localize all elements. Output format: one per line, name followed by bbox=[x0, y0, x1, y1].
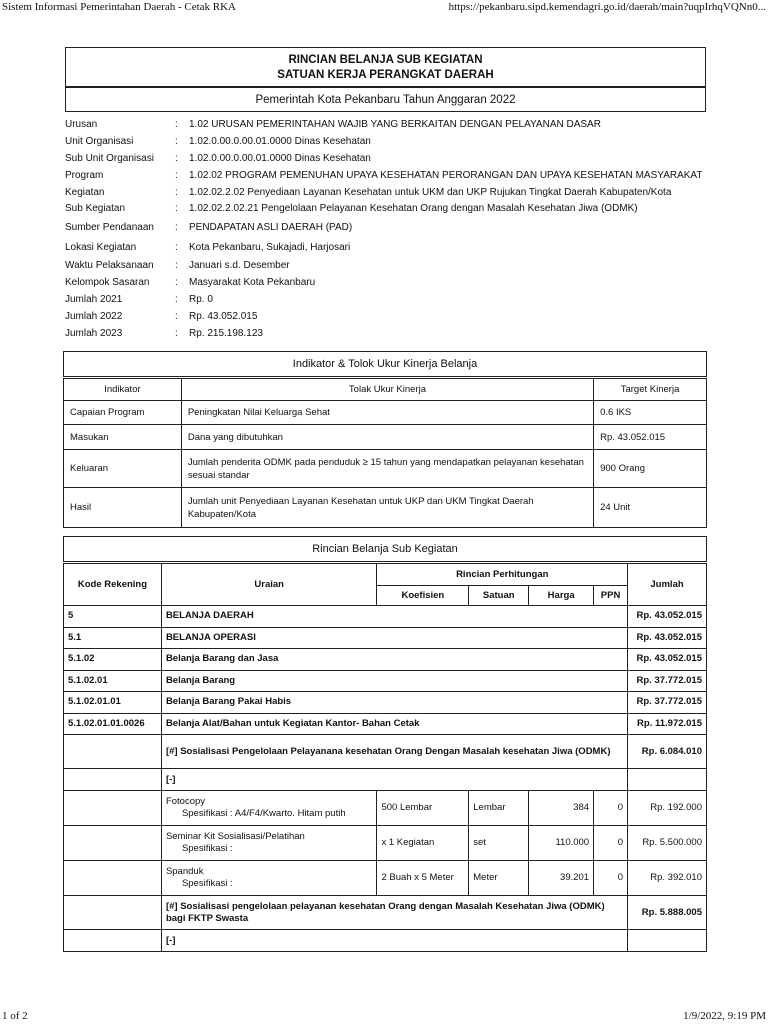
account-row bbox=[64, 713, 707, 735]
info-row bbox=[65, 309, 725, 326]
empty-cell bbox=[628, 769, 707, 791]
jumlah-header: Jumlah bbox=[628, 564, 707, 606]
info-colon: : bbox=[175, 294, 178, 306]
group-sub-row bbox=[64, 769, 707, 791]
info-colon: : bbox=[175, 277, 178, 289]
info-colon: : bbox=[175, 186, 178, 198]
satuan-cell: set bbox=[469, 826, 529, 861]
jumlah-cell: Rp. 392.010 bbox=[628, 861, 707, 896]
empty-cell bbox=[64, 896, 162, 930]
kode-cell: 5.1.02.01.01 bbox=[64, 692, 162, 714]
info-value: Januari s.d. Desember bbox=[189, 260, 290, 272]
info-colon: : bbox=[175, 152, 178, 164]
tolok-cell: Peningkatan Nilai Keluarga Sehat bbox=[181, 401, 593, 425]
account-row bbox=[64, 627, 707, 649]
harga-cell: 39.201 bbox=[529, 861, 594, 896]
group-uraian-cell: [#] Sosialisasi pengelolaan pelayanan kesehatan Orang dengan Masalah Kesehatan Jiwa (ODMK) bagi FKTP Swasta bbox=[161, 896, 627, 930]
empty-cell bbox=[64, 861, 162, 896]
print-timestamp: 1/9/2022, 9:19 PM bbox=[683, 1010, 766, 1022]
info-row bbox=[65, 168, 725, 185]
kode-header: Kode Rekening bbox=[64, 564, 162, 606]
info-colon: : bbox=[175, 222, 178, 234]
account-row bbox=[64, 692, 707, 714]
kode-cell: 5 bbox=[64, 606, 162, 628]
indikator-table bbox=[63, 378, 707, 528]
uraian-cell: Belanja Barang bbox=[161, 670, 627, 692]
item-uraian-cell bbox=[161, 826, 377, 861]
group-sub-cell: [-] bbox=[161, 769, 627, 791]
group-row bbox=[64, 896, 707, 930]
indikator-row bbox=[64, 450, 707, 488]
tolok-cell: Jumlah unit Penyediaan Layanan Kesehatan untuk UKP dan UKM Tingkat Daerah Kabupaten/Kota bbox=[181, 488, 593, 528]
rincian-table bbox=[63, 563, 707, 952]
tolok-cell: Dana yang dibutuhkan bbox=[181, 425, 593, 450]
account-row bbox=[64, 606, 707, 628]
empty-cell bbox=[628, 930, 707, 952]
info-row bbox=[65, 218, 725, 238]
info-label: Jumlah 2021 bbox=[65, 294, 123, 306]
item-name: Seminar Kit Sosialisasi/Pelatihan bbox=[165, 831, 305, 842]
uraian-cell: Belanja Barang dan Jasa bbox=[161, 649, 627, 671]
info-row bbox=[65, 258, 725, 275]
indikator-header: Indikator bbox=[64, 379, 182, 401]
item-uraian-cell bbox=[161, 791, 377, 826]
kode-cell: 5.1 bbox=[64, 627, 162, 649]
uraian-cell: Belanja Barang Pakai Habis bbox=[161, 692, 627, 714]
print-page-title: Sistem Informasi Pemerintahan Daerah - Cetak RKA bbox=[2, 1, 236, 13]
rincian-section-title: Rincian Belanja Sub Kegiatan bbox=[63, 536, 707, 562]
info-label: Sumber Pendanaan bbox=[65, 222, 154, 234]
indikator-row bbox=[64, 425, 707, 450]
info-colon: : bbox=[175, 311, 178, 323]
info-value: Rp. 43.052.015 bbox=[189, 311, 258, 323]
indikator-header-row bbox=[64, 379, 707, 401]
info-colon: : bbox=[175, 119, 178, 130]
koefisien-cell: 500 Lembar bbox=[377, 791, 469, 826]
kode-cell: 5.1.02.01.01.0026 bbox=[64, 713, 162, 735]
info-row bbox=[65, 275, 725, 292]
jumlah-cell: Rp. 5.500.000 bbox=[628, 826, 707, 861]
target-cell: Rp. 43.052.015 bbox=[594, 425, 707, 450]
indikator-cell: Capaian Program bbox=[64, 401, 182, 425]
jumlah-cell: Rp. 37.772.015 bbox=[628, 670, 707, 692]
group-uraian-cell: [#] Sosialisasi Pengelolaan Pelayanana kesehatan Orang Dengan Masalah kesehatan Jiwa (ODMK) bbox=[161, 735, 627, 769]
info-value: Masyarakat Kota Pekanbaru bbox=[189, 277, 316, 289]
info-colon: : bbox=[175, 203, 178, 215]
satuan-cell: Lembar bbox=[469, 791, 529, 826]
info-colon: : bbox=[175, 260, 178, 272]
info-value: 1.02 URUSAN PEMERINTAHAN WAJIB YANG BERKAITAN DENGAN PELAYANAN DASAR bbox=[189, 119, 601, 130]
info-label: Jumlah 2023 bbox=[65, 327, 123, 339]
rincian-header-row bbox=[64, 564, 707, 586]
info-row bbox=[65, 238, 725, 258]
info-value: PENDAPATAN ASLI DAERAH (PAD) bbox=[189, 222, 353, 234]
satuan-cell: Meter bbox=[469, 861, 529, 896]
harga-header: Harga bbox=[529, 586, 594, 606]
info-row bbox=[65, 201, 725, 218]
ppn-header: PPN bbox=[594, 586, 628, 606]
info-value: 1.02.0.00.0.00.01.0000 Dinas Kesehatan bbox=[189, 135, 371, 147]
document-title bbox=[65, 47, 706, 87]
jumlah-cell: Rp. 11.972.015 bbox=[628, 713, 707, 735]
ppn-cell: 0 bbox=[594, 791, 628, 826]
info-row bbox=[65, 326, 725, 343]
item-spec: Spesifikasi : A4/F4/Kwarto. Hitam putih bbox=[181, 808, 346, 819]
jumlah-cell: Rp. 43.052.015 bbox=[628, 649, 707, 671]
satuan-header: Satuan bbox=[469, 586, 529, 606]
info-label: Jumlah 2022 bbox=[65, 311, 123, 323]
jumlah-cell: Rp. 37.772.015 bbox=[628, 692, 707, 714]
info-label: Kelompok Sasaran bbox=[65, 277, 150, 289]
print-url: https://pekanbaru.sipd.kemendagri.go.id/daerah/main?uqpIrhqVQNn0... bbox=[448, 1, 766, 13]
group-sub-cell: [-] bbox=[161, 930, 627, 952]
koefisien-header: Koefisien bbox=[377, 586, 469, 606]
jumlah-cell: Rp. 43.052.015 bbox=[628, 627, 707, 649]
info-colon: : bbox=[175, 242, 178, 254]
info-label: Urusan bbox=[65, 119, 98, 130]
info-label: Unit Organisasi bbox=[65, 135, 134, 147]
info-value: 1.02.02 PROGRAM PEMENUHAN UPAYA KESEHATAN PERORANGAN DAN UPAYA KESEHATAN MASYARAKAT bbox=[189, 169, 703, 181]
harga-cell: 110.000 bbox=[529, 826, 594, 861]
info-label: Sub Kegiatan bbox=[65, 203, 126, 215]
info-label: Program bbox=[65, 169, 104, 181]
koefisien-cell: 2 Buah x 5 Meter bbox=[377, 861, 469, 896]
info-colon: : bbox=[175, 135, 178, 147]
ppn-cell: 0 bbox=[594, 861, 628, 896]
item-name: Fotocopy bbox=[165, 796, 206, 807]
print-header bbox=[0, 0, 768, 16]
info-value: Rp. 215.198.123 bbox=[189, 327, 263, 339]
info-label: Kegiatan bbox=[65, 186, 105, 198]
empty-cell bbox=[64, 930, 162, 952]
indikator-section-title: Indikator & Tolok Ukur Kinerja Belanja bbox=[63, 351, 707, 377]
info-value: 1.02.02.2.02 Penyediaan Layanan Kesehatan untuk UKM dan UKP Rujukan Tingkat Daerah Kabupaten/Kota bbox=[189, 186, 672, 198]
info-row bbox=[65, 117, 725, 134]
kode-cell: 5.1.02.01 bbox=[64, 670, 162, 692]
document-title-line1: RINCIAN BELANJA SUB KEGIATAN bbox=[288, 54, 483, 66]
empty-cell bbox=[64, 735, 162, 769]
account-row bbox=[64, 649, 707, 671]
item-uraian-cell bbox=[161, 861, 377, 896]
tolok-header: Tolak Ukur Kinerja bbox=[181, 379, 593, 401]
info-label: Waktu Pelaksanaan bbox=[65, 260, 154, 272]
indikator-row bbox=[64, 401, 707, 425]
info-colon: : bbox=[175, 169, 178, 181]
empty-cell bbox=[64, 769, 162, 791]
empty-cell bbox=[64, 791, 162, 826]
info-row bbox=[65, 151, 725, 168]
item-spec: Spesifikasi : bbox=[181, 843, 233, 854]
info-block bbox=[65, 117, 725, 343]
info-label: Lokasi Kegiatan bbox=[65, 242, 137, 254]
empty-cell bbox=[64, 826, 162, 861]
info-label: Sub Unit Organisasi bbox=[65, 152, 154, 164]
info-row bbox=[65, 185, 725, 202]
uraian-cell: BELANJA OPERASI bbox=[161, 627, 627, 649]
tolok-cell: Jumlah penderita ODMK pada penduduk ≥ 15 tahun yang mendapatkan pelayanan kesehatan sesuai standar bbox=[181, 450, 593, 488]
item-spec: Spesifikasi : bbox=[181, 878, 233, 889]
item-name: Spanduk bbox=[165, 866, 204, 877]
perhitungan-header: Rincian Perhitungan bbox=[377, 564, 628, 586]
print-footer bbox=[0, 1010, 768, 1024]
account-row bbox=[64, 670, 707, 692]
target-cell: 24 Unit bbox=[594, 488, 707, 528]
indikator-cell: Hasil bbox=[64, 488, 182, 528]
item-row bbox=[64, 861, 707, 896]
uraian-header: Uraian bbox=[161, 564, 377, 606]
info-row bbox=[65, 134, 725, 151]
indikator-cell: Keluaran bbox=[64, 450, 182, 488]
group-jumlah-cell: Rp. 6.084.010 bbox=[628, 735, 707, 769]
info-value: Rp. 0 bbox=[189, 294, 213, 306]
info-value: 1.02.0.00.0.00.01.0000 Dinas Kesehatan bbox=[189, 152, 371, 164]
info-value: Kota Pekanbaru, Sukajadi, Harjosari bbox=[189, 242, 351, 254]
info-value: 1.02.02.2.02.21 Pengelolaan Pelayanan Kesehatan Orang dengan Masalah Kesehatan Jiwa (ODMK) bbox=[189, 203, 638, 215]
target-cell: 0.6 IKS bbox=[594, 401, 707, 425]
uraian-cell: Belanja Alat/Bahan untuk Kegiatan Kantor- Bahan Cetak bbox=[161, 713, 627, 735]
jumlah-cell: Rp. 192.000 bbox=[628, 791, 707, 826]
target-header: Target Kinerja bbox=[594, 379, 707, 401]
kode-cell: 5.1.02 bbox=[64, 649, 162, 671]
harga-cell: 384 bbox=[529, 791, 594, 826]
info-colon: : bbox=[175, 327, 178, 339]
ppn-cell: 0 bbox=[594, 826, 628, 861]
indikator-cell: Masukan bbox=[64, 425, 182, 450]
page-count: 1 of 2 bbox=[2, 1010, 28, 1022]
item-row bbox=[64, 826, 707, 861]
group-row bbox=[64, 735, 707, 769]
indikator-row bbox=[64, 488, 707, 528]
document-subtitle: Pemerintah Kota Pekanbaru Tahun Anggaran 2022 bbox=[65, 87, 706, 112]
group-jumlah-cell: Rp. 5.888.005 bbox=[628, 896, 707, 930]
item-row bbox=[64, 791, 707, 826]
group-sub-row bbox=[64, 930, 707, 952]
target-cell: 900 Orang bbox=[594, 450, 707, 488]
info-row bbox=[65, 292, 725, 309]
document-title-line2: SATUAN KERJA PERANGKAT DAERAH bbox=[277, 69, 494, 81]
uraian-cell: BELANJA DAERAH bbox=[161, 606, 627, 628]
koefisien-cell: x 1 Kegiatan bbox=[377, 826, 469, 861]
jumlah-cell: Rp. 43.052.015 bbox=[628, 606, 707, 628]
